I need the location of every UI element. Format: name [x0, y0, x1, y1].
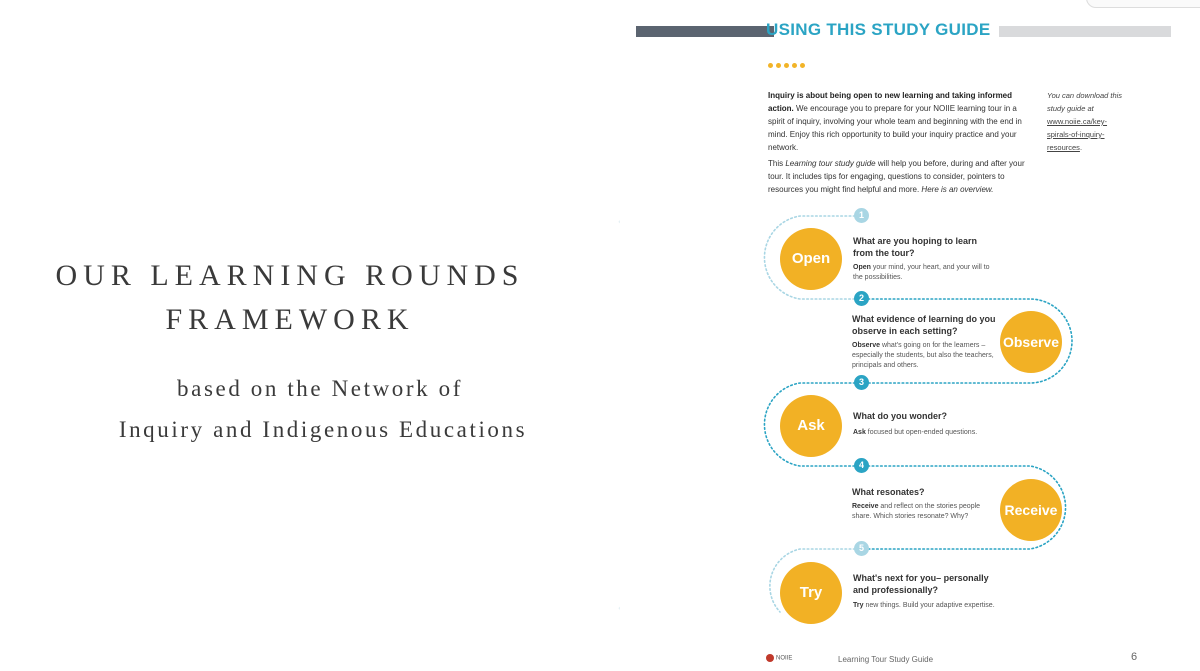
step4-question: What resonates? — [852, 487, 925, 497]
document-header-title: USING THIS STUDY GUIDE — [766, 20, 991, 39]
step2-description: Observe what's going on for the learners –especially the students, but also the teachers, principals and others. — [852, 342, 994, 369]
step5-question: What's next for you– personally and professionally? — [853, 573, 989, 595]
slide-subtitle-line1: based on the Network of — [177, 376, 463, 401]
step-circle-open: Open — [780, 228, 842, 290]
download-note-text: You can download this study guide at — [1047, 91, 1123, 113]
window-corner — [1086, 0, 1200, 8]
step-number-3: 3 — [854, 375, 869, 390]
page-number: 6 — [1131, 651, 1138, 663]
intro2-b: will help you before, during and after your tour. It includes tips for engaging, questions to consider, pointers to resources you might find helpful and more. — [768, 159, 1025, 194]
step-number-1: 1 — [854, 208, 869, 223]
step-circle-receive: Receive — [1000, 479, 1062, 541]
download-note-end: . — [1079, 143, 1083, 152]
step4-description: Receive and reflect on the stories people share. Which stories resonate? Why? — [852, 503, 981, 520]
document-page — [620, 0, 1200, 671]
step5-description: Try new things. Build your adaptive expertise. — [853, 602, 995, 609]
step-circle-try: Try — [780, 562, 842, 624]
step-number-2: 2 — [854, 291, 869, 306]
noiie-logo — [766, 654, 792, 662]
download-link[interactable]: www.noiie.ca/key-spirals-of-inquiry-resources — [1047, 117, 1108, 152]
step1-question: What are you hoping to learn from the tour? — [853, 236, 978, 258]
intro2-italic: Learning tour study guide — [785, 159, 876, 168]
slide-subtitle-line2: Inquiry and Indigenous Educations — [118, 417, 528, 442]
step3-description: Ask focused but open-ended questions. — [853, 429, 978, 436]
slide-title-line2: FRAMEWORK — [165, 303, 415, 336]
intro-bold: Inquiry is about being open to new learning and taking informed action. — [768, 91, 1013, 113]
intro2-italic2: Here is an overview. — [921, 185, 994, 194]
step-number-4: 4 — [854, 458, 869, 473]
step2-question: What evidence of learning do you observe in each setting? — [852, 314, 996, 336]
step-circle-observe: Observe — [1000, 311, 1062, 373]
step1-description: Open your mind, your heart, and your will to the possibilities. — [853, 264, 990, 281]
footer-title: Learning Tour Study Guide — [838, 655, 934, 664]
intro2-a: This — [768, 159, 786, 168]
step-circle-ask: Ask — [780, 395, 842, 457]
step-number-5: 5 — [854, 541, 869, 556]
noiie-logo-text: NOIIE — [776, 655, 793, 662]
slide-title-line1: OUR LEARNING ROUNDS — [55, 259, 525, 292]
step3-question: What do you wonder? — [853, 411, 947, 421]
intro-rest: We encourage you to prepare for your NOIIE learning tour in a spirit of inquiry, involving your whole team and beginning with the end in mind. Enjoy this rich opportunity to build your inquiry practice and your network. — [768, 104, 1022, 152]
